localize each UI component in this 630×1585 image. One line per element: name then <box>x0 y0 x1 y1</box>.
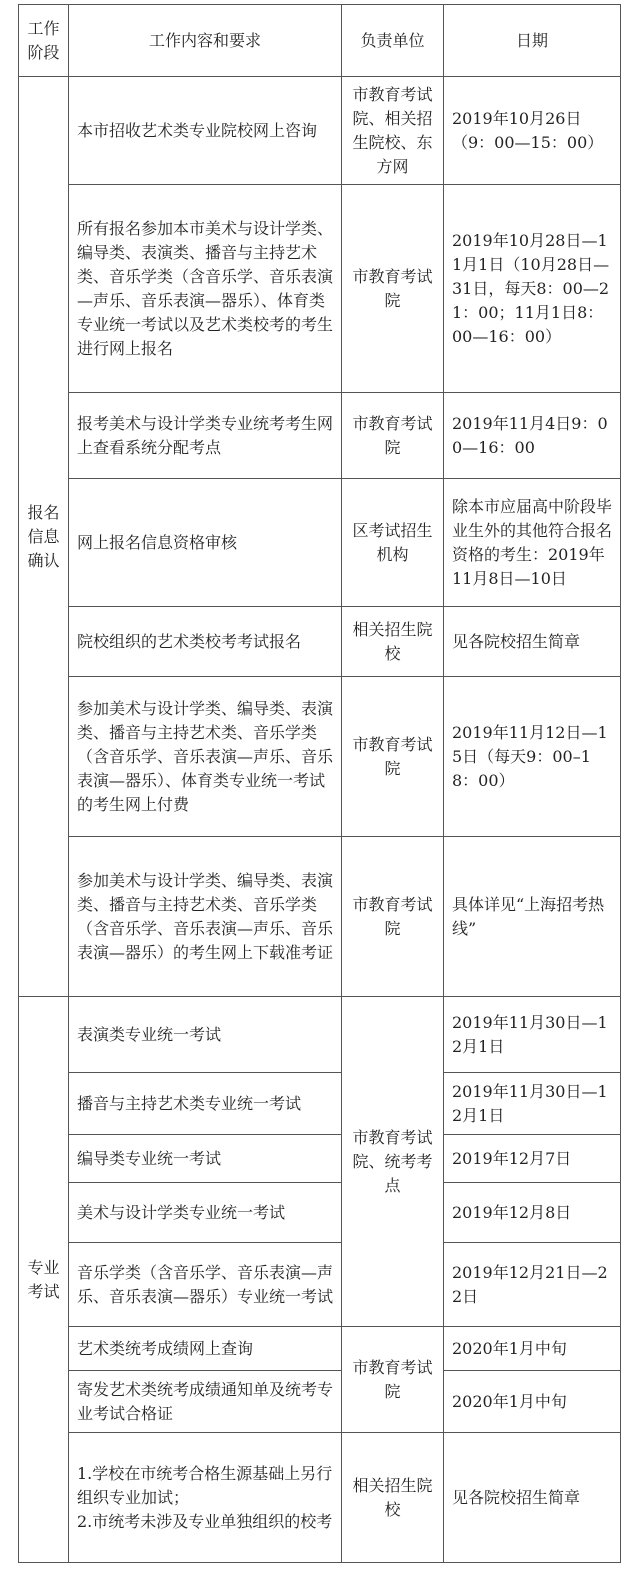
table-row <box>19 607 621 677</box>
date-cell: 2019年11月30日—12月1日 <box>444 997 621 1073</box>
date-cell: 2020年1月中旬 <box>444 1327 621 1371</box>
table-row <box>19 393 621 479</box>
task-cell: 参加美术与设计学类、编导类、表演类、播音与主持艺术类、音乐学类（含音乐学、音乐表演—声乐、音乐表演—器乐）的考生网上下载准考证 <box>69 837 342 997</box>
task-cell: 编导类专业统一考试 <box>69 1135 342 1183</box>
task-cell: 院校组织的艺术类校考考试报名 <box>69 607 342 677</box>
date-cell: 2019年11月12日—15日（每天9：00–18：00） <box>444 677 621 837</box>
task-cell: 报考美术与设计学类专业统考考生网上查看系统分配考点 <box>69 393 342 479</box>
unit-cell: 市教育考试院 <box>342 677 444 837</box>
stage-exam-line-1: 专业 <box>27 1257 60 1277</box>
schedule-table <box>18 4 621 1563</box>
date-cell: 见各院校招生简章 <box>444 607 621 677</box>
task-cell: 播音与主持艺术类专业统一考试 <box>69 1073 342 1135</box>
table-row <box>19 1327 621 1371</box>
task-cell <box>69 1433 342 1563</box>
unit-cell: 市教育考试院 <box>342 1327 444 1433</box>
unit-cell: 市教育考试院 <box>342 837 444 997</box>
stage-registration <box>19 77 69 997</box>
task-item: 2.市统考未涉及专业单独组织的校考 <box>77 1511 333 1531</box>
date-cell: 2019年10月26日（9：00—15：00） <box>444 77 621 185</box>
task-cell: 寄发艺术类统考成绩通知单及统考专业考试合格证 <box>69 1371 342 1433</box>
date-cell: 除本市应届高中阶段毕业生外的其他符合报名资格的考生：2019年11月8日—10日 <box>444 479 621 607</box>
date-cell: 2019年12月21日—22日 <box>444 1243 621 1327</box>
stage-registration-line-3: 确认 <box>27 550 60 570</box>
table-row <box>19 1183 621 1243</box>
date-cell: 2019年10月28日—11月1日（10月28日—31日，每天8：00—21：00；11月1日8：00—16：00） <box>444 185 621 393</box>
task-cell: 所有报名参加本市美术与设计学类、编导类、表演类、播音与主持艺术类、音乐学类（含音乐学、音乐表演—声乐、音乐表演—器乐）、体育类专业统一考试以及艺术类校考的考生进行网上报名 <box>69 185 342 393</box>
unit-cell: 相关招生院校 <box>342 1433 444 1563</box>
table-row <box>19 997 621 1073</box>
task-cell: 参加美术与设计学类、编导类、表演类、播音与主持艺术类、音乐学类（含音乐学、音乐表演—声乐、音乐表演—器乐）、体育类专业统一考试的考生网上付费 <box>69 677 342 837</box>
task-cell: 表演类专业统一考试 <box>69 997 342 1073</box>
table-row <box>19 185 621 393</box>
stage-exam <box>19 997 69 1563</box>
task-item: 1.学校在市统考合格生源基础上另行组织专业加试； <box>77 1463 333 1507</box>
unit-cell: 区考试招生机构 <box>342 479 444 607</box>
stage-exam-line-2: 考试 <box>27 1281 60 1301</box>
date-cell: 2019年12月8日 <box>444 1183 621 1243</box>
table-row <box>19 479 621 607</box>
table-row <box>19 1073 621 1135</box>
task-cell: 音乐学类（含音乐学、音乐表演—声乐、音乐表演—器乐）专业统一考试 <box>69 1243 342 1327</box>
date-cell: 2020年1月中旬 <box>444 1371 621 1433</box>
stage-registration-line-2: 信息 <box>27 526 60 546</box>
unit-cell: 市教育考试院 <box>342 185 444 393</box>
header-stage-line-2: 阶段 <box>27 42 60 62</box>
header-stage-line-1: 工作 <box>27 18 60 38</box>
stage-registration-line-1: 报名 <box>27 502 60 522</box>
date-cell: 2019年11月30日—12月1日 <box>444 1073 621 1135</box>
date-cell: 具体详见“上海招考热线” <box>444 837 621 997</box>
unit-cell: 市教育考试院、相关招生院校、东方网 <box>342 77 444 185</box>
unit-cell: 市教育考试院 <box>342 393 444 479</box>
table-row <box>19 1433 621 1563</box>
date-cell: 2019年11月4日9：00—16：00 <box>444 393 621 479</box>
table-row <box>19 1371 621 1433</box>
table-row <box>19 77 621 185</box>
date-cell: 2019年12月7日 <box>444 1135 621 1183</box>
header-row <box>19 5 621 77</box>
header-date: 日期 <box>444 5 621 77</box>
task-cell: 网上报名信息资格审核 <box>69 479 342 607</box>
date-cell: 见各院校招生简章 <box>444 1433 621 1563</box>
task-cell: 美术与设计学类专业统一考试 <box>69 1183 342 1243</box>
header-task: 工作内容和要求 <box>69 5 342 77</box>
header-stage <box>19 5 69 77</box>
unit-cell: 相关招生院校 <box>342 607 444 677</box>
table-row <box>19 837 621 997</box>
task-cell: 本市招收艺术类专业院校网上咨询 <box>69 77 342 185</box>
task-cell: 艺术类统考成绩网上查询 <box>69 1327 342 1371</box>
header-unit: 负责单位 <box>342 5 444 77</box>
table-row <box>19 677 621 837</box>
table-row <box>19 1135 621 1183</box>
table-row <box>19 1243 621 1327</box>
unit-cell: 市教育考试院、统考考点 <box>342 997 444 1327</box>
